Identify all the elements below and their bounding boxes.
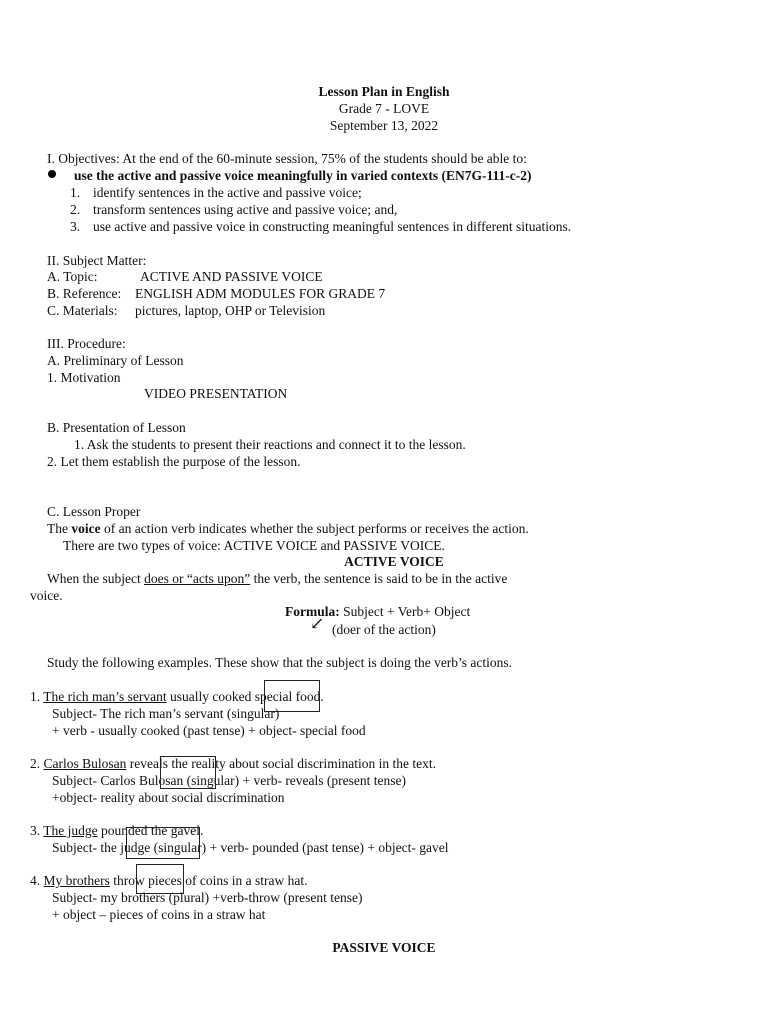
materials-label: C. Materials: bbox=[47, 303, 118, 318]
active-voice-heading: ACTIVE VOICE bbox=[344, 554, 444, 569]
active-voice-definition: When the subject does or “acts upon” the verb, the sentence is said to be in the active bbox=[47, 571, 508, 586]
example-analysis: + verb - usually cooked (past tense) + object- special food bbox=[52, 723, 366, 738]
reference-value: ENGLISH ADM MODULES FOR GRADE 7 bbox=[135, 286, 386, 301]
objective-item: use active and passive voice in constructing meaningful sentences in different situations. bbox=[93, 219, 572, 234]
example-analysis: Subject- The rich man’s servant (singular) bbox=[52, 706, 280, 721]
presentation-step: 1. Ask the students to present their reactions and connect it to the lesson. bbox=[74, 437, 466, 452]
reference-label: B. Reference: bbox=[47, 286, 122, 301]
video-presentation: VIDEO PRESENTATION bbox=[144, 386, 288, 401]
procedure-heading: III. Procedure: bbox=[47, 336, 126, 351]
objectives-heading: I. Objectives: At the end of the 60-minute session, 75% of the students should be able to: bbox=[47, 151, 527, 166]
example-analysis: Subject- my brothers (plural) +verb-throw (present tense) bbox=[52, 890, 363, 905]
subject-matter-heading: II. Subject Matter: bbox=[47, 253, 147, 268]
example-sentence: 4. My brothers throw pieces of coins in a straw hat. bbox=[30, 873, 308, 888]
objective-num: 3. bbox=[70, 219, 81, 234]
example-analysis: + object – pieces of coins in a straw hat bbox=[52, 907, 266, 922]
example-analysis: +object- reality about social discrimination bbox=[52, 790, 285, 805]
objective-num: 2. bbox=[70, 202, 81, 217]
highlight-box bbox=[136, 864, 184, 894]
example-sentence: 2. Carlos Bulosan reveals the reality about social discrimination in the text. bbox=[30, 756, 437, 771]
materials-value: pictures, laptop, OHP or Television bbox=[135, 303, 326, 318]
highlight-box bbox=[126, 827, 200, 859]
passive-voice-heading: PASSIVE VOICE bbox=[332, 940, 436, 955]
example-analysis: Subject- Carlos Bulosan (singular) + verb- reveals (present tense) bbox=[52, 773, 407, 788]
objective-item: transform sentences using active and passive voice; and, bbox=[93, 202, 398, 217]
main-objective: use the active and passive voice meaningfully in varied contexts (EN7G-111-c-2) bbox=[74, 168, 532, 183]
topic-value: ACTIVE AND PASSIVE VOICE bbox=[140, 269, 323, 284]
voice-definition: The voice of an action verb indicates whether the subject performs or receives the action. bbox=[47, 521, 529, 536]
formula: Formula: Subject + Verb+ Object bbox=[285, 604, 471, 619]
voice-types: There are two types of voice: ACTIVE VOICE and PASSIVE VOICE. bbox=[63, 538, 445, 553]
lesson-proper-heading: C. Lesson Proper bbox=[47, 504, 141, 519]
study-instruction: Study the following examples. These show that the subject is doing the verb’s actions. bbox=[47, 655, 513, 670]
presentation-heading: B. Presentation of Lesson bbox=[47, 420, 186, 435]
example-analysis: Subject- the judge (singular) + verb- pounded (past tense) + object- gavel bbox=[52, 840, 449, 855]
document-title: Lesson Plan in English bbox=[318, 84, 450, 99]
arrow-icon: ↙ bbox=[310, 614, 325, 633]
objective-num: 1. bbox=[70, 185, 81, 200]
date-line: September 13, 2022 bbox=[329, 118, 439, 133]
topic-label: A. Topic: bbox=[47, 269, 98, 284]
grade-line: Grade 7 - LOVE bbox=[338, 101, 430, 116]
bullet-icon bbox=[48, 170, 56, 178]
example-sentence: 1. The rich man’s servant usually cooked special food. bbox=[30, 689, 324, 704]
active-voice-definition-cont: voice. bbox=[30, 588, 63, 603]
example-sentence: 3. The judge pounded the gavel. bbox=[30, 823, 204, 838]
preliminary-heading: A. Preliminary of Lesson bbox=[47, 353, 184, 368]
highlight-box bbox=[264, 680, 320, 712]
presentation-step: 2. Let them establish the purpose of the lesson. bbox=[47, 454, 301, 469]
doer-note: (doer of the action) bbox=[332, 622, 436, 637]
highlight-box bbox=[160, 756, 216, 789]
objective-item: identify sentences in the active and passive voice; bbox=[93, 185, 362, 200]
motivation-heading: 1. Motivation bbox=[47, 370, 121, 385]
